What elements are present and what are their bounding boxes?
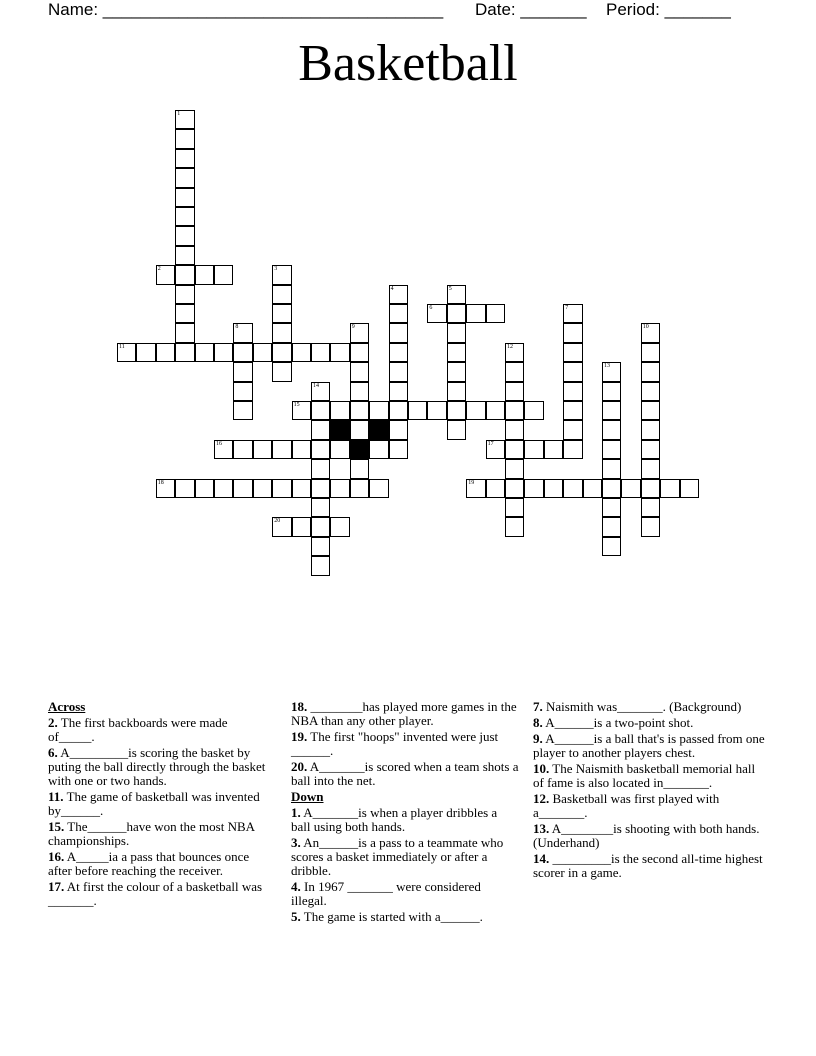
black-cell	[369, 420, 388, 439]
crossword-cell[interactable]	[233, 362, 252, 381]
crossword-cell[interactable]	[641, 323, 660, 342]
period-field[interactable]: Period: _______	[606, 0, 731, 19]
clue-down-13: 13. A________is shooting with both hands. (Underhand)	[533, 821, 760, 850]
crossword-cell[interactable]	[447, 285, 466, 304]
crossword-cell[interactable]	[505, 420, 524, 439]
crossword-cell[interactable]	[602, 401, 621, 420]
crossword-cell[interactable]	[272, 362, 291, 381]
crossword-cell[interactable]	[408, 401, 427, 420]
clue-down-1: 1. A_______is when a player dribbles a ball using both hands.	[291, 805, 498, 834]
crossword-cell[interactable]	[466, 401, 485, 420]
crossword-cell[interactable]	[330, 517, 349, 536]
crossword-cell[interactable]	[505, 362, 524, 381]
crossword-cell[interactable]	[621, 479, 640, 498]
crossword-cell[interactable]	[311, 479, 330, 498]
crossword-cell[interactable]	[369, 401, 388, 420]
crossword-cell[interactable]	[195, 265, 214, 284]
crossword-cell[interactable]	[233, 440, 252, 459]
crossword-cell[interactable]	[272, 265, 291, 284]
crossword-cell[interactable]	[136, 343, 155, 362]
clues-column-1	[48, 700, 276, 910]
crossword-cell[interactable]	[641, 382, 660, 401]
crossword-cell[interactable]	[641, 440, 660, 459]
crossword-cell[interactable]	[544, 479, 563, 498]
crossword-cell[interactable]	[389, 382, 408, 401]
crossword-cell[interactable]	[602, 537, 621, 556]
crossword-cell[interactable]	[544, 440, 563, 459]
crossword-cell[interactable]	[292, 401, 311, 420]
crossword-cell[interactable]	[583, 479, 602, 498]
crossword-cell[interactable]	[389, 420, 408, 439]
clue-number: 9	[351, 324, 355, 331]
across-heading: Across	[48, 699, 86, 714]
crossword-cell[interactable]	[311, 440, 330, 459]
crossword-cell[interactable]	[466, 479, 485, 498]
clue-down-9: 9. A______is a ball that's is passed from one player to another players chest.	[533, 731, 765, 760]
crossword-cell[interactable]	[311, 459, 330, 478]
crossword-cell[interactable]	[389, 285, 408, 304]
crossword-cell[interactable]	[156, 343, 175, 362]
crossword-cell[interactable]	[602, 362, 621, 381]
clue-across-17: 17. At first the colour of a basketball was _______.	[48, 879, 263, 908]
clue-across-20: 20. A_______is scored when a team shots a ball into the net.	[291, 759, 519, 788]
crossword-cell[interactable]	[563, 401, 582, 420]
crossword-cell[interactable]	[214, 265, 233, 284]
crossword-cell[interactable]	[253, 343, 272, 362]
crossword-cell[interactable]	[641, 362, 660, 381]
clue-down-14: 14. _________is the second all-time highest scorer in a game.	[533, 851, 763, 880]
crossword-cell[interactable]	[175, 188, 194, 207]
clue-number: 5	[448, 285, 452, 292]
crossword-cell[interactable]	[427, 304, 446, 323]
crossword-cell[interactable]	[175, 285, 194, 304]
crossword-cell[interactable]	[641, 459, 660, 478]
crossword-cell[interactable]	[272, 323, 291, 342]
crossword-cell[interactable]	[175, 129, 194, 148]
crossword-cell[interactable]	[195, 479, 214, 498]
clues-column-3	[533, 700, 765, 882]
crossword-cell[interactable]	[292, 479, 311, 498]
crossword-cell[interactable]	[389, 401, 408, 420]
crossword-cell[interactable]	[486, 479, 505, 498]
crossword-cell[interactable]	[175, 246, 194, 265]
clue-across-19: 19. The first "hoops" invented were just ______.	[291, 729, 499, 758]
crossword-cell[interactable]	[272, 479, 291, 498]
crossword-cell[interactable]	[175, 323, 194, 342]
clue-number: 10	[642, 324, 649, 331]
crossword-cell[interactable]	[389, 343, 408, 362]
crossword-cell[interactable]	[117, 343, 136, 362]
crossword-cell[interactable]	[233, 323, 252, 342]
crossword-cell[interactable]	[641, 343, 660, 362]
crossword-cell[interactable]	[350, 362, 369, 381]
crossword-cell[interactable]	[524, 479, 543, 498]
crossword-cell[interactable]	[427, 401, 446, 420]
crossword-cell[interactable]	[233, 401, 252, 420]
crossword-cell[interactable]	[389, 362, 408, 381]
crossword-cell[interactable]	[641, 479, 660, 498]
clues-column-2	[291, 700, 519, 926]
crossword-cell[interactable]	[447, 304, 466, 323]
crossword-cell[interactable]	[505, 498, 524, 517]
crossword-cell[interactable]	[641, 517, 660, 536]
crossword-cell[interactable]	[602, 459, 621, 478]
crossword-cell[interactable]	[602, 420, 621, 439]
crossword-cell[interactable]	[311, 556, 330, 575]
crossword-cell[interactable]	[660, 479, 679, 498]
crossword-cell[interactable]	[311, 420, 330, 439]
crossword-cell[interactable]	[311, 537, 330, 556]
clue-across-2: 2. The first backboards were made of_____.	[48, 715, 228, 744]
crossword-cell[interactable]	[486, 440, 505, 459]
crossword-cell[interactable]	[563, 304, 582, 323]
clue-number: 6	[429, 305, 433, 311]
clue-number: 4	[390, 285, 394, 292]
clue-across-6: 6. A_________is scoring the basket by puting the ball directly through the basket with one or two hands.	[48, 745, 266, 788]
crossword-cell[interactable]	[447, 401, 466, 420]
crossword-cell[interactable]	[311, 401, 330, 420]
clue-down-4: 4. In 1967 _______ were considered illegal.	[291, 879, 481, 908]
crossword-cell[interactable]	[214, 440, 233, 459]
crossword-cell[interactable]	[486, 401, 505, 420]
clue-number: 18	[157, 479, 164, 486]
clue-across-18: 18. ________has played more games in the NBA than any other player.	[291, 699, 517, 728]
crossword-cell[interactable]	[447, 382, 466, 401]
crossword-cell[interactable]	[311, 498, 330, 517]
crossword-cell[interactable]	[175, 168, 194, 187]
crossword-cell[interactable]	[602, 382, 621, 401]
clue-number: 13	[604, 363, 610, 370]
crossword-cell[interactable]	[389, 304, 408, 323]
crossword-cell[interactable]	[311, 382, 330, 401]
crossword-cell[interactable]	[272, 343, 291, 362]
crossword-cell[interactable]	[524, 401, 543, 420]
crossword-cell[interactable]	[175, 110, 194, 129]
crossword-cell[interactable]	[156, 479, 175, 498]
crossword-cell[interactable]	[505, 440, 524, 459]
crossword-cell[interactable]	[214, 479, 233, 498]
crossword-cell[interactable]	[175, 149, 194, 168]
crossword-cell[interactable]	[447, 323, 466, 342]
crossword-cell[interactable]	[563, 323, 582, 342]
crossword-cell[interactable]	[330, 401, 349, 420]
crossword-cell[interactable]	[350, 382, 369, 401]
down-heading: Down	[291, 789, 324, 804]
crossword-cell[interactable]	[602, 498, 621, 517]
crossword-cell[interactable]	[195, 343, 214, 362]
crossword-cell[interactable]	[350, 401, 369, 420]
clue-down-3: 3. An______is a pass to a teammate who scores a basket immediately or after a dribble.	[291, 835, 504, 878]
crossword-cell[interactable]	[505, 517, 524, 536]
crossword-cell[interactable]	[330, 343, 349, 362]
crossword-cell[interactable]	[563, 382, 582, 401]
page-title: Basketball	[298, 35, 518, 92]
crossword-cell[interactable]	[563, 440, 582, 459]
crossword-cell[interactable]	[311, 343, 330, 362]
black-cell	[350, 440, 369, 459]
crossword-cell[interactable]	[505, 459, 524, 478]
clue-down-8: 8. A______is a two-point shot.	[533, 715, 694, 730]
crossword-cell[interactable]	[350, 420, 369, 439]
clue-number: 8	[235, 324, 239, 331]
crossword-cell[interactable]	[233, 343, 252, 362]
crossword-cell[interactable]	[389, 440, 408, 459]
crossword-cell[interactable]	[369, 479, 388, 498]
crossword-cell[interactable]	[524, 440, 543, 459]
crossword-cell[interactable]	[563, 362, 582, 381]
crossword-cell[interactable]	[505, 343, 524, 362]
crossword-cell[interactable]	[350, 343, 369, 362]
crossword-cell[interactable]	[272, 285, 291, 304]
name-field[interactable]: Name: ____________________________________	[48, 0, 444, 19]
clue-down-5: 5. The game is started with a______.	[291, 909, 483, 924]
crossword-cell[interactable]	[505, 382, 524, 401]
crossword-cell[interactable]	[253, 440, 272, 459]
crossword-cell[interactable]	[563, 479, 582, 498]
crossword-cell[interactable]	[389, 323, 408, 342]
clue-across-11: 11. The game of basketball was invented by______.	[48, 789, 260, 818]
crossword-cell[interactable]	[447, 362, 466, 381]
crossword-cell[interactable]	[330, 479, 349, 498]
clue-number: 16	[216, 440, 222, 447]
crossword-cell[interactable]	[311, 517, 330, 536]
crossword-cell[interactable]	[175, 479, 194, 498]
crossword-cell[interactable]	[602, 517, 621, 536]
crossword-cell[interactable]	[486, 304, 505, 323]
clue-number: 1	[177, 111, 181, 117]
crossword-cell[interactable]	[292, 343, 311, 362]
crossword-cell[interactable]	[563, 420, 582, 439]
crossword-cell[interactable]	[641, 401, 660, 420]
crossword-cell[interactable]	[175, 207, 194, 226]
date-field[interactable]: Date: _______	[475, 0, 587, 19]
crossword-cell[interactable]	[330, 440, 349, 459]
clue-across-16: 16. A_____ia a pass that bounces once after before reaching the receiver.	[48, 849, 250, 878]
crossword-cell[interactable]	[175, 265, 194, 284]
clue-number: 20	[274, 518, 281, 525]
black-cell	[330, 420, 349, 439]
clue-down-10: 10. The Naismith basketball memorial hall of fame is also located in_______.	[533, 761, 756, 790]
crossword-cell[interactable]	[641, 420, 660, 439]
crossword-cell[interactable]	[175, 343, 194, 362]
clue-number: 2	[157, 266, 161, 273]
clue-number: 14	[313, 382, 319, 389]
clue-number: 19	[468, 479, 475, 486]
crossword-cell[interactable]	[272, 304, 291, 323]
crossword-cell[interactable]	[156, 265, 175, 284]
crossword-cell[interactable]	[563, 343, 582, 362]
crossword-cell[interactable]	[214, 343, 233, 362]
crossword-cell[interactable]	[272, 517, 291, 536]
crossword-cell[interactable]	[175, 304, 194, 323]
crossword-cell[interactable]	[350, 479, 369, 498]
clue-down-12: 12. Basketball was first played with a_______.	[533, 791, 720, 820]
crossword-cell[interactable]	[292, 440, 311, 459]
clue-number: 15	[293, 402, 300, 408]
clue-number: 12	[507, 343, 513, 350]
crossword-cell[interactable]	[292, 517, 311, 536]
clue-number: 3	[274, 266, 278, 273]
crossword-cell[interactable]	[369, 440, 388, 459]
clue-number: 11	[119, 343, 125, 350]
crossword-cell[interactable]	[272, 440, 291, 459]
crossword-cell[interactable]	[505, 401, 524, 420]
clue-down-7: 7. Naismith was_______. (Background)	[533, 699, 742, 714]
crossword-cell[interactable]	[505, 479, 524, 498]
clue-number: 17	[487, 440, 494, 447]
crossword-cell[interactable]	[350, 323, 369, 342]
clue-across-15: 15. The______have won the most NBA championships.	[48, 819, 255, 848]
crossword-cell[interactable]	[253, 479, 272, 498]
clue-number: 7	[565, 305, 569, 311]
crossword-cell[interactable]	[641, 498, 660, 517]
crossword-cell[interactable]	[233, 479, 252, 498]
crossword-cell[interactable]	[602, 440, 621, 459]
crossword-cell[interactable]	[350, 459, 369, 478]
crossword-cell[interactable]	[602, 479, 621, 498]
crossword-cell[interactable]	[175, 226, 194, 245]
crossword-cell[interactable]	[233, 382, 252, 401]
crossword-cell[interactable]	[466, 304, 485, 323]
crossword-cell[interactable]	[447, 343, 466, 362]
crossword-cell[interactable]	[680, 479, 699, 498]
crossword-cell[interactable]	[447, 420, 466, 439]
